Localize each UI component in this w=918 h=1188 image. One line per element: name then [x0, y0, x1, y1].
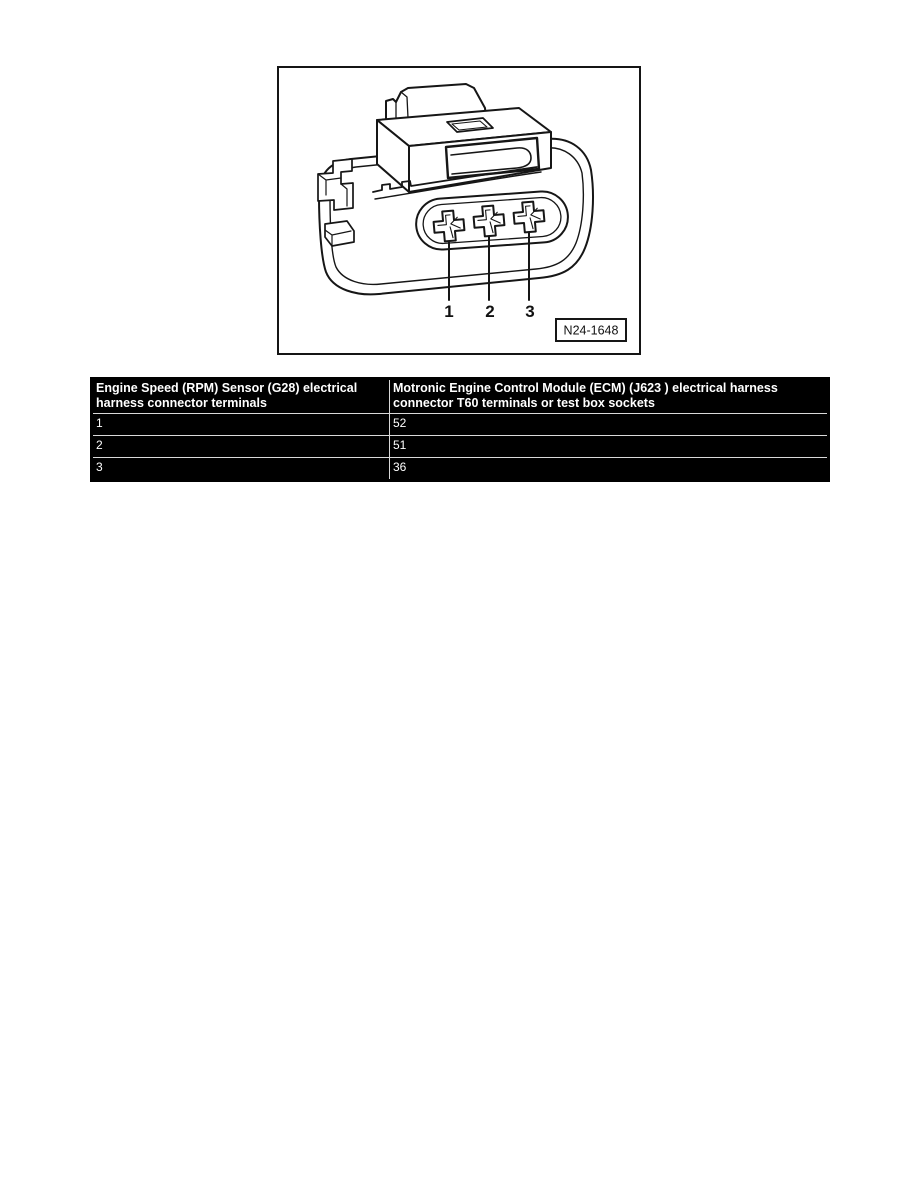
cell-ecm-terminal-3: 36	[390, 458, 829, 481]
cell-sensor-terminal-1: 1	[92, 414, 390, 436]
cell-ecm-terminal-1: 52	[390, 414, 829, 436]
header-sensor-terminals: Engine Speed (RPM) Sensor (G28) electrical harness connector terminals	[92, 379, 390, 414]
pin-label-1: 1	[444, 302, 454, 321]
figure-ref-box	[556, 319, 626, 341]
figure-ref-label: N24-1648	[563, 323, 619, 338]
cell-sensor-terminal-3: 3	[92, 458, 390, 481]
header-ecm-terminals: Motronic Engine Control Module (ECM) (J623 ) electrical harness connector T60 terminals or test box sockets	[390, 379, 829, 414]
table-row	[92, 436, 829, 458]
table-row	[92, 458, 829, 481]
table-row	[92, 414, 829, 436]
pin-label-3: 3	[525, 302, 535, 321]
connector-diagram	[279, 68, 639, 353]
connector-figure-frame	[277, 66, 641, 355]
table-header-row	[92, 379, 829, 414]
terminal-mapping-table	[90, 377, 830, 482]
pin-label-2: 2	[485, 302, 495, 321]
cell-sensor-terminal-2: 2	[92, 436, 390, 458]
cell-ecm-terminal-2: 51	[390, 436, 829, 458]
